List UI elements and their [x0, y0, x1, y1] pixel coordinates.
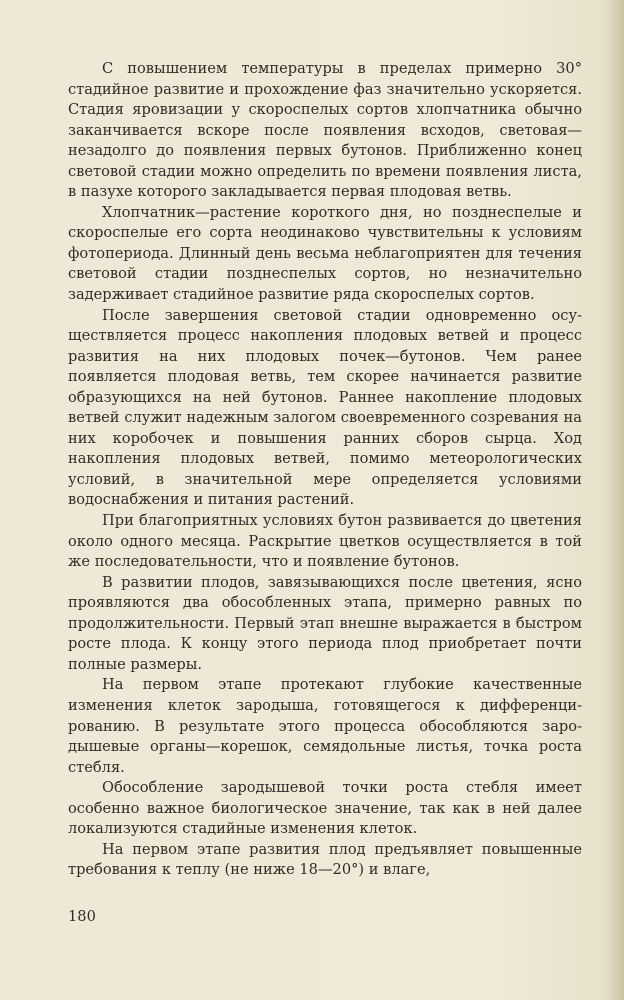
paragraph: В развитии плодов, завязывающихся после цветения, ясно проявляются два обособленных этапа, примерно равных по продолжительности. Первый этап внешне выражается в быстром росте плода. К концу этого периода плод приобретает почти полные размеры.	[68, 573, 582, 673]
paragraph: При благоприятных условиях бутон развивается до цветения около одного месяца. Раскрытие цветков осуществляется в той же последовательности, что и появление бутонов.	[68, 512, 582, 571]
paragraph: На первом этапе развития плод предъявляет повышенные требования к теплу (не ниже 18—20°) и влаге,	[68, 840, 582, 879]
paragraph: На первом этапе протекают глубокие качественные изменения клеток зародыша, готовящегося к дифференцированию. В результате этого процесса обособляются зародышевые органы—корешок, семядольные листья, точка роста стебля.	[68, 676, 582, 776]
page-number: 180	[68, 908, 96, 925]
page-edge-shadow	[610, 0, 624, 1000]
paragraph: С повышением температуры в пределах примерно 30° стадийное развитие и прохождение фаз значительно ускоряется. Стадия яровизации у скороспелых сортов хлопчатника обычно заканчивается вскоре после появления всходов, световая—незадолго до появления первых бутонов. Приближенно конец световой стадии можно определить по времени появления листа, в пазухе которого закладывается первая плодовая ветвь.	[68, 60, 582, 201]
paragraph: После завершения световой стадии одновременно осуществляется процесс накопления плодовых ветвей и процесс развития на них плодовых почек—бутонов. Чем ранее появляется плодовая ветвь, тем скорее начинается развитие образующихся на ней бутонов. Раннее накопление плодовых ветвей служит надежным залогом своевременного созревания на них коробочек и повышения ранних сборов сырца. Ход накопления плодовых ветвей, помимо метеорологических условий, в значительной мере определяется условиями водоснабжения и питания растений.	[68, 306, 582, 509]
body-text	[68, 59, 582, 881]
paragraph: Хлопчатник—растение короткого дня, но позднеспелые и скороспелые его сорта неодинаково чувствительны к условиям фотопериода. Длинный день весьма неблагоприятен для течения световой стадии позднеспелых сортов, но незначительно задерживает стадийное развитие ряда скороспелых сортов.	[68, 203, 582, 304]
paragraph: Обособление зародышевой точки роста стебля имеет особенно важное биологическое значение, так как в ней далее локализуются стадийные изменения клеток.	[68, 779, 582, 838]
